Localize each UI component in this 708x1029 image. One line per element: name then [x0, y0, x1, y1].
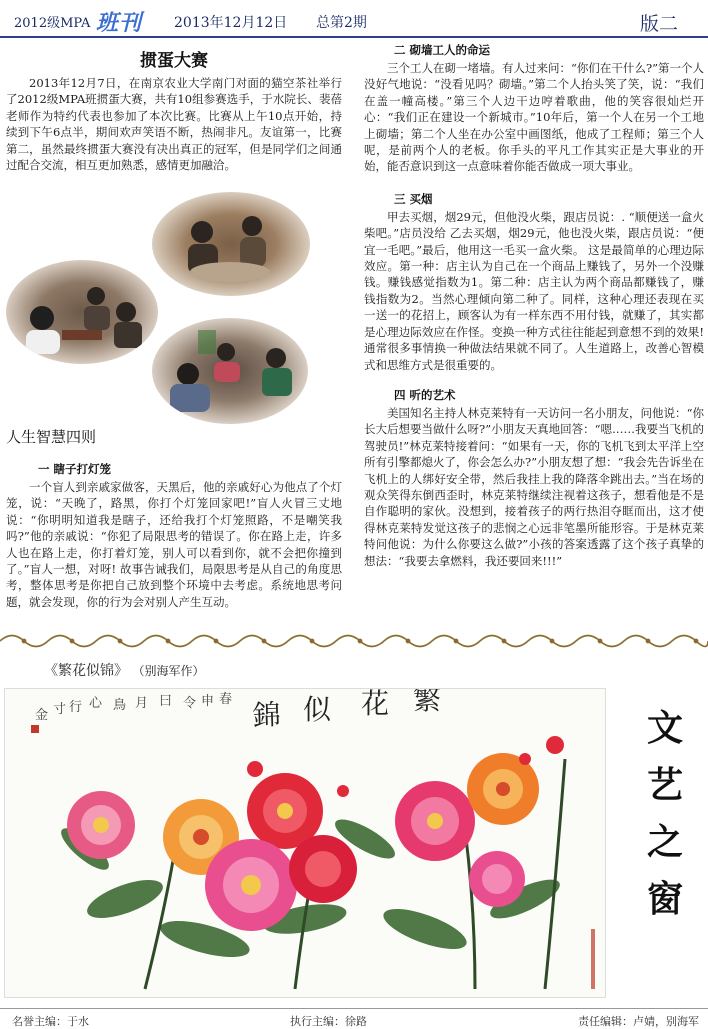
- section-body: 三个工人在砌一堵墙。有人过来问：“你们在干什么?”第一个人没好气地说：“没看见吗？砌墙。”第二个人抬头笑了笑，说：“我们在盖一幢高楼。”第三个人边干边哼着歌曲，他的笑容很灿烂开心：“我们正在建设一个新城市。”10年后，第一个人在另一个工地上砌墙；第二个人坐在办公室中画图纸，他成了工程师；第三个人呢，是前两个人的老板。你手头的平凡工作其实正是大事业的开始，能否意识到这一点意味着你能否做成一项大事业。: [364, 61, 704, 174]
- column-title-char: 之: [646, 821, 683, 863]
- photo-people-icon: [6, 260, 158, 364]
- wisdom-left-column: [6, 426, 342, 610]
- painting-caption: [44, 660, 204, 680]
- svg-text:似: 似: [303, 693, 332, 726]
- article-title: 掼蛋大赛: [140, 51, 208, 71]
- peony-painting: [4, 688, 606, 998]
- svg-text:令: 令: [183, 696, 197, 711]
- svg-text:行: 行: [69, 700, 83, 715]
- svg-text:花: 花: [361, 689, 390, 720]
- ornament-divider: [0, 628, 708, 654]
- section-body: 一个盲人到亲戚家做客，天黑后，他的亲戚好心为他点了个灯笼，说：“天晚了，路黑，你打个灯笼回家吧!”盲人火冒三丈地说：“你明明知道我是瞎子，还给我打个灯笼照路，不是嘲笑我吗?”他的亲戚说：“你犯了局限思考的错误了。你在路上走，许多人也在路上走，你打着灯笼，别人可以看到你，就不会把你撞到了。”盲人一想，对呀! 故事告诫我们，局限思考是从自己的角度思考，整体思考是你把自己放到整个环境中去考虑。系统地思考问题，就会发现，你的行为会对别人产生互动。: [6, 480, 342, 609]
- issue-number: 总第2期: [316, 15, 367, 31]
- section-title: 四 听的艺术: [394, 387, 456, 402]
- issue-date: 2013年12月12日: [174, 15, 288, 31]
- column-title-char: 文: [646, 707, 683, 749]
- footer-executive-editor: 执行主编：徐路: [290, 1015, 367, 1028]
- section-title: 一 瞎子打灯笼: [38, 462, 112, 476]
- svg-text:繁: 繁: [413, 689, 442, 716]
- article-body: 2013年12月7日，在南京农业大学南门对面的猫空茶社举行了2012级MPA班掼蛋大赛，共有10组参赛选手，于水院长、裴蓓老师作为特约代表也参加了本次比赛。比赛从上午10点开始，持续到下午6点半，期间欢声笑语不断，热闹非凡。友谊第一，比赛第二，虽然最终掼蛋大赛没有决出真正的冠军，但是同学们之间通过配合交流，相互更加熟悉，感情更加融洽。: [6, 76, 342, 173]
- section-title: 三 买烟: [394, 191, 433, 206]
- section-title: 二 砌墙工人的命运: [394, 43, 491, 57]
- page-label: 版二: [640, 13, 679, 35]
- photo-game-1: [152, 192, 310, 296]
- svg-text:金: 金: [35, 708, 49, 723]
- column-title-char: 窗: [646, 878, 683, 920]
- section-body: 美国知名主持人林克莱特有一天访问一名小朋友，问他说：“你长大后想要当做什么呀?”小朋友天真地回答：“嗯……我要当飞机的驾驶员!”林克莱特接着问：“如果有一天，你的飞机飞到太平洋上空所有引擎都熄火了，你会怎么办?”小朋友想了想：“我会先告诉坐在飞机上的人绑好安全带，然后我挂上我的降落伞跳出去。”当在场的观众笑得东倒西歪时，林克莱特继续注视着这孩子，想看他是不是自作聪明的家伙。没想到，接着孩子的两行热泪夺眶而出，这才使得林克莱特发觉这孩子的悲悯之心远非笔墨所能形容。于是林克莱特问他说：为什么你要这么做?”小孩的答案透露了这个孩子真挚的想法：“我要去拿燃料，我还要回来!!!”: [364, 405, 704, 568]
- calligraphy-title-art: 錦: [252, 698, 282, 732]
- page-header: [0, 0, 708, 40]
- newsletter-logo: 班刊: [96, 10, 143, 36]
- column-title-char: 艺: [646, 764, 683, 806]
- section-body: 甲去买烟，烟29元，但他没火柴，跟店员说：. “顺便送一盒火柴吧。”店员没给 乙去买烟，烟29元，他也没火柴，跟店员说：“便宜一毛吧。”最后，他用这一毛买一盒火柴。 这是最简单的心理边际效应。第一种：店主认为自己在一个商品上赚钱了，另外一个没赚钱。赚钱感觉指数为1。第二种：店主认为两个商品都赚钱了，赚钱指数为2。当然心理倾向第二种了。同样，这种心理还表现在买一送一的花招上，顾客认为有一样东西不用付钱，就赚了，其实都是心理边际效应在作怪。变换一种方式往往能起到意想不到的效果!通常很多事情换一种做法结果就不同了。人生道路上，改善心智模式和思维方式是很重要的。: [364, 209, 704, 372]
- svg-text:春: 春: [219, 692, 233, 707]
- svg-text:心: 心: [89, 696, 103, 711]
- photo-game-3: [152, 318, 308, 424]
- photo-people-icon: [152, 192, 310, 296]
- article-guandan: [6, 46, 342, 173]
- painting-author: （别海军作）: [132, 664, 205, 678]
- header-rule: [0, 36, 708, 38]
- svg-text:鳥: 鳥: [113, 698, 127, 713]
- photo-people-icon: [152, 318, 308, 424]
- photo-game-2: [6, 260, 158, 364]
- svg-text:曰: 曰: [159, 694, 173, 709]
- wisdom-right-column: [364, 42, 704, 569]
- svg-text:月: 月: [135, 696, 149, 711]
- column-title-vertical: [630, 700, 700, 928]
- peony-flowers-icon: [5, 689, 605, 997]
- footer-rule: [0, 1008, 708, 1009]
- class-label: 2012级MPA: [14, 16, 91, 31]
- footer-honorary-editor: 名誉主编：于水: [12, 1015, 89, 1028]
- wisdom-title: 人生智慧四则: [6, 428, 97, 446]
- painting-title: 《繁花似锦》: [44, 663, 128, 679]
- svg-text:申: 申: [201, 694, 215, 709]
- footer-responsible-editor: 责任编辑：卢婧，别海军: [578, 1015, 699, 1028]
- svg-text:寸: 寸: [53, 702, 67, 717]
